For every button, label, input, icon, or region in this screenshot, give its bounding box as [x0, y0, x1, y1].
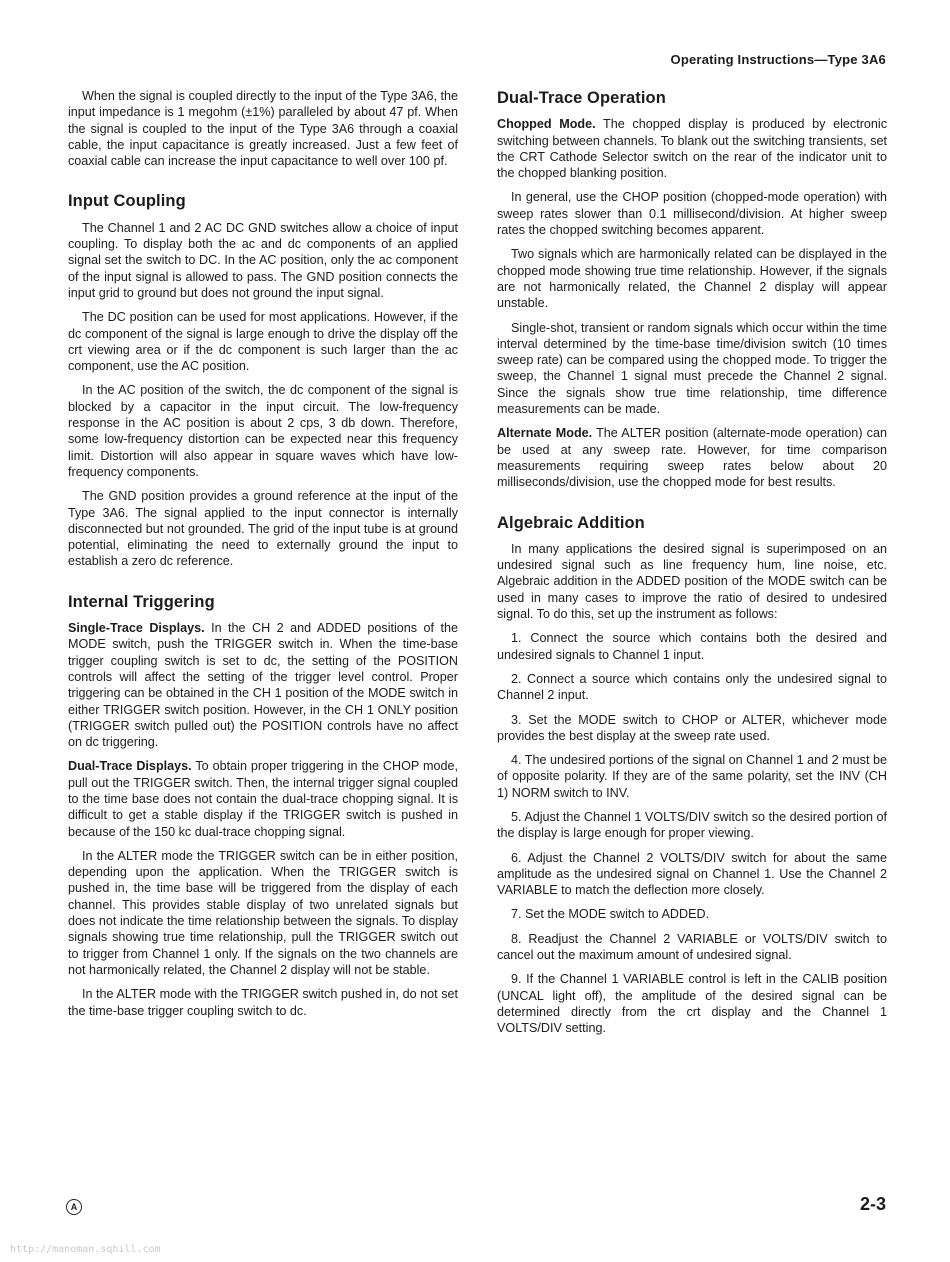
paragraph: Two signals which are harmonically related can be displayed in the chopped mode showing true time relationship. However, if the signals are not harmonically related, the Channel 2 display will appear unstable.: [497, 247, 887, 311]
paragraph-text: In the CH 2 and ADDED positions of the MODE switch, push the TRIGGER switch in. When the time-base trigger coupling switch is set to dc, the setting of the POSITION controls will affect the setting of the trigger level control. Proper triggering can be obtained in the CH 1 position of the MODE switch in either TRIGGER switch position. However, in the CH 1 ONLY position (TRIGGER switch pulled out) the POSITION controls have no affect on dc triggering.: [68, 621, 458, 750]
paragraph: Single-shot, transient or random signals which occur within the time interval determined by the time-base time/division switch (10 times sweep rate) can be compared using the chopped mode. To trigger the sweep, the Channel 1 signal must precede the Channel 2 signal. Since the signals show true time relationship, time difference measurements can be made.: [497, 320, 887, 417]
paragraph: In many applications the desired signal is superimposed on an undesired signal such as line frequency hum, line noise, etc. Algebraic addition in the ADDED position of the MODE switch can be used in many cases to improve the ratio of desired to undesired signal. To do this, set up the instrument as follows:: [497, 541, 887, 622]
paragraph: The GND position provides a ground reference at the input of the Type 3A6. The signal applied to the input connector is internally disconnected but not grounded. The grid of the input tube is at ground potential, eliminating the need to externally ground the input to establish a zero dc reference.: [68, 489, 458, 569]
source-watermark: http://manoman.sqhill.com: [10, 1244, 161, 1255]
paragraph-text: The ALTER position (alternate-mode operation) can be used at any sweep rate. However, for time comparison measurements requiring sweep rates below about 20 milliseconds/division, use the chopped mode for best results.: [497, 426, 887, 490]
step-item: 6. Adjust the Channel 2 VOLTS/DIV switch for about the same amplitude as the undesired signal on Channel 1. Use the Channel 2 VARIABLE to match the deflection more closely.: [497, 850, 887, 898]
runin-heading: Chopped Mode.: [497, 117, 596, 132]
runin-heading: Alternate Mode.: [497, 426, 593, 441]
step-item: 2. Connect a source which contains only the undesired signal to Channel 2 input.: [497, 671, 887, 703]
step-item: 1. Connect the source which contains both the desired and undesired signals to Channel 1 input.: [497, 631, 887, 662]
right-column: [497, 88, 887, 1045]
paragraph: In the ALTER mode with the TRIGGER switch pushed in, do not set the time-base trigger coupling switch to dc.: [68, 987, 458, 1018]
step-item: 8. Readjust the Channel 2 VARIABLE or VOLTS/DIV switch to cancel out the maximum amount of undesired signal.: [497, 931, 887, 963]
paragraph: The DC position can be used for most applications. However, if the dc component of the signal is large enough to drive the display off the crt viewing area or if the dc component is such larger than the ac component, use the AC position.: [68, 310, 458, 374]
running-header: Operating Instructions—Type 3A6: [670, 52, 886, 67]
section-heading-dual-trace: Dual-Trace Operation: [497, 89, 666, 107]
paragraph-text: The chopped display is produced by electronic switching between channels. To blank out the switching transients, set the CRT Cathode Selector switch on the rear of the indicator unit to the chopped blanking position.: [497, 117, 887, 181]
left-column: [68, 88, 458, 1027]
paragraph-chopped-mode: [497, 116, 887, 181]
copyright-mark: [66, 1198, 82, 1215]
paragraph-alternate-mode: [497, 425, 887, 490]
step-item: 9. If the Channel 1 VARIABLE control is left in the CALIB position (UNCAL light off), the amplitude of the desired signal can be determined directly from the crt display and the Channel 1 VOLTS/DIV setting.: [497, 972, 887, 1036]
paragraph-single-trace: [68, 620, 458, 750]
section-heading-algebraic-addition: Algebraic Addition: [497, 513, 645, 532]
section-heading-internal-triggering: Internal Triggering: [68, 592, 215, 611]
circled-letter: A: [66, 1199, 82, 1215]
paragraph-dual-trace: [68, 758, 458, 839]
step-item: 7. Set the MODE switch to ADDED.: [511, 907, 710, 922]
paragraph: The Channel 1 and 2 AC DC GND switches allow a choice of input coupling. To display both the ac and dc components of an applied signal set the switch to DC. In the AC position, only the ac component of the input signal is allowed to pass. The GND position connects the input grid to ground but does not ground the input signal.: [68, 220, 458, 300]
section-heading-input-coupling: Input Coupling: [68, 192, 186, 211]
runin-heading: Dual-Trace Displays.: [68, 759, 192, 774]
page-number: 2-3: [859, 1194, 886, 1214]
paragraph: In the ALTER mode the TRIGGER switch can be in either position, depending upon the application. When the TRIGGER switch is pushed in, the time base will be triggered from the display of each channel. This provides stable display of two unrelated signals but does not indicate the time relationship between the signals. To display signals showing true time relationship, pull the TRIGGER switch out to trigger from Channel 1 only. If the signals on the two channels are not harmonically related, the Channel 2 display will not be stable.: [68, 848, 458, 977]
paragraph-text: To obtain proper triggering in the CHOP mode, pull out the TRIGGER switch. Then, the internal trigger signal coupled to the time base does not contain the dual-trace chopping signal. It is difficult to get a stable display if the TRIGGER switch is pushed in because of the 150 kc dual-trace chopping signal.: [68, 759, 459, 839]
intro-paragraph: When the signal is coupled directly to the input of the Type 3A6, the input impedance is 1 megohm (±1%) paralleled by about 47 pf. When the signal is coupled to the input of the Type 3A6 through a coaxial cable, the input capacitance is greatly increased. Just a few feet of coaxial cable can increase the input capacitance to well over 100 pf.: [68, 89, 458, 169]
step-item: 4. The undesired portions of the signal on Channel 1 and 2 must be of opposite polarity. If they are of the same polarity, set the INV (CH 1) NORM switch to INV.: [497, 753, 887, 800]
step-item: 5. Adjust the Channel 1 VOLTS/DIV switch so the desired portion of the display is large enough for proper viewing.: [497, 809, 887, 841]
step-item: 3. Set the MODE switch to CHOP or ALTER, whichever mode provides the best display at the sweep rate used.: [497, 712, 887, 743]
paragraph: In the AC position of the switch, the dc component of the signal is blocked by a capacitor in the input circuit. The low-frequency response in the AC position is about 2 cps, 3 db down. Therefore, some low-frequency distortion can be expected near this frequency limit. Distortion will also appear in square waves which have low-frequency components.: [68, 383, 458, 479]
runin-heading: Single-Trace Displays.: [68, 621, 205, 636]
paragraph: In general, use the CHOP position (chopped-mode operation) with sweep rates slower than 0.1 millisecond/division. At higher sweep rates the chopped switching becomes apparent.: [497, 190, 887, 238]
